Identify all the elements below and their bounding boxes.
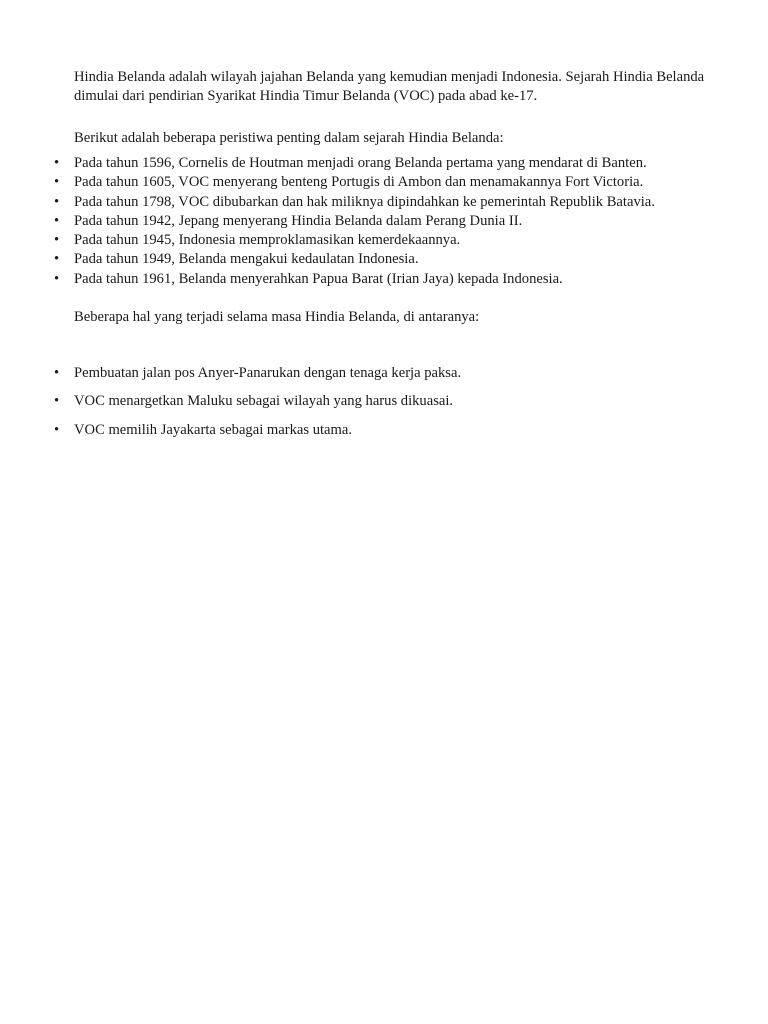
bullet-icon: • [54,212,60,229]
thing-text: VOC memilih Jayakarta sebagai markas utama. [74,421,353,438]
event-text: Pada tahun 1596, Cornelis de Houtman menjadi orang Belanda pertama yang mendarat di Banten. [74,155,647,171]
bullet-icon: • [54,193,60,210]
bullet-icon: • [54,174,60,191]
bullet-icon: • [54,421,60,438]
list-item [0,193,720,212]
thing-text: VOC menargetkan Maluku sebagai wilayah yang harus dikuasai. [74,393,454,410]
list-item [0,421,720,449]
list-item [0,270,720,289]
list-item [0,231,720,250]
events-list [0,154,720,289]
things-list [0,364,720,449]
list-item [0,212,720,231]
event-text: Pada tahun 1961, Belanda menyerahkan Papua Barat (Irian Jaya) kepada Indonesia. [74,270,563,287]
bullet-icon: • [54,232,60,249]
list-item [0,154,720,173]
event-text: Pada tahun 1605, VOC menyerang benteng Portugis di Ambon dan menamakannya Fort Victoria. [74,174,644,191]
event-text: Pada tahun 1942, Jepang menyerang Hindia Belanda dalam Perang Dunia II. [74,212,523,229]
event-text: Pada tahun 1949, Belanda mengakui kedaulatan Indonesia. [74,251,419,268]
things-intro-paragraph: Beberapa hal yang terjadi selama masa Hindia Belanda, di antaranya: [74,309,480,325]
bullet-icon: • [54,270,60,287]
events-intro-paragraph: Berikut adalah beberapa peristiwa penting dalam sejarah Hindia Belanda: [74,130,504,146]
bullet-icon: • [54,251,60,268]
intro-paragraph: Hindia Belanda adalah wilayah jajahan Belanda yang kemudian menjadi Indonesia. Sejarah Hindia Belanda dimulai dari pendirian Syarikat Hindia Timur Belanda (VOC) pada abad ke-17. [74,69,705,105]
list-item [0,392,720,420]
event-text: Pada tahun 1945, Indonesia memproklamasikan kemerdekaannya. [74,232,461,249]
list-item [0,364,720,392]
list-item [0,173,720,192]
bullet-icon: • [54,365,60,381]
thing-text: Pembuatan jalan pos Anyer-Panarukan dengan tenaga kerja paksa. [74,365,462,381]
bullet-icon: • [54,155,60,171]
bullet-icon: • [54,393,60,410]
event-text: Pada tahun 1798, VOC dibubarkan dan hak miliknya dipindahkan ke pemerintah Republik Batavia. [74,193,655,210]
list-item [0,250,720,269]
